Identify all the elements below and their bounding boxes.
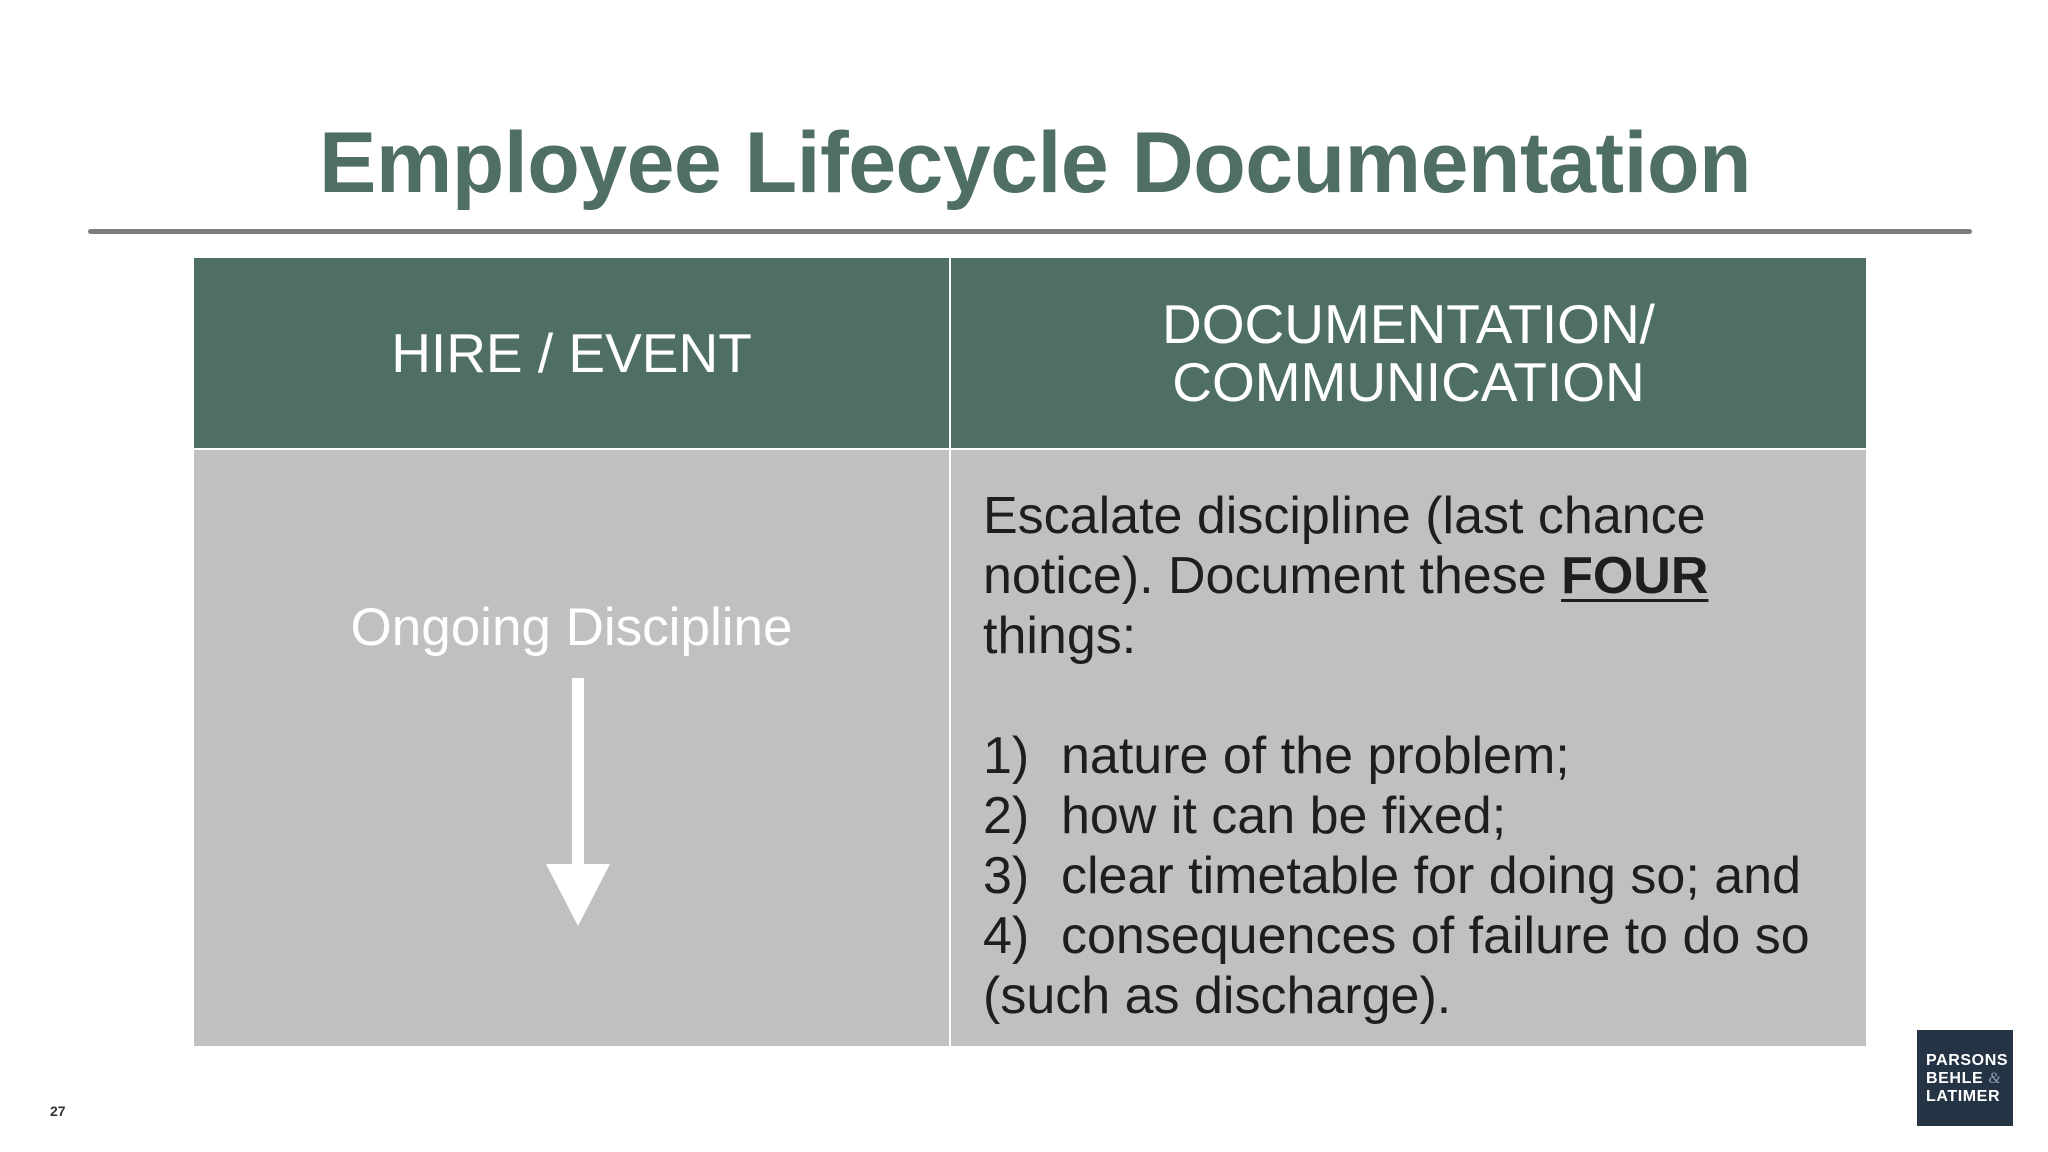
event-cell xyxy=(194,449,950,1046)
table-header-row xyxy=(194,258,1866,449)
list-item xyxy=(983,906,1866,966)
title-divider xyxy=(88,229,1972,234)
header-documentation xyxy=(950,258,1866,449)
list-item-text: nature of the problem; xyxy=(1061,727,1570,785)
list-item-number: 2) xyxy=(983,787,1030,845)
logo-ampersand: & xyxy=(1988,1070,2002,1087)
documentation-list xyxy=(983,726,1866,966)
logo-line-2-word: BEHLE xyxy=(1926,1070,1984,1087)
list-item-text: consequences of failure to do so xyxy=(1061,907,1810,965)
documentation-intro xyxy=(983,486,1866,666)
slide-title: Employee Lifecycle Documentation xyxy=(318,115,1752,211)
firm-logo xyxy=(1917,1030,2013,1126)
list-item-text: how it can be fixed; xyxy=(1061,787,1507,845)
header-event-label: HIRE / EVENT xyxy=(391,322,752,384)
lifecycle-table xyxy=(194,258,1866,1046)
header-event xyxy=(194,258,950,449)
header-documentation-line1: DOCUMENTATION/ xyxy=(1162,293,1655,355)
documentation-tail: (such as discharge). xyxy=(983,967,1452,1025)
header-documentation-line2: COMMUNICATION xyxy=(1172,351,1645,413)
intro-text-after: things: xyxy=(983,607,1137,665)
documentation-cell xyxy=(950,449,1866,1046)
logo-line-3: LATIMER xyxy=(1926,1088,2001,1105)
page-number: 27 xyxy=(50,1103,66,1119)
event-label: Ongoing Discipline xyxy=(350,598,793,657)
intro-text-before: Escalate discipline (last chance notice). Document these xyxy=(983,487,1706,605)
list-item xyxy=(983,726,1866,786)
list-item xyxy=(983,786,1866,846)
logo-line-2 xyxy=(1926,1070,2013,1088)
intro-emphasis: FOUR xyxy=(1561,547,1709,605)
list-item-number: 1) xyxy=(983,727,1030,785)
down-arrow-icon xyxy=(542,678,614,926)
list-item-number: 4) xyxy=(983,907,1030,965)
list-item-text: clear timetable for doing so; and xyxy=(1061,847,1801,905)
list-item-number: 3) xyxy=(983,847,1030,905)
logo-line-1: PARSONS xyxy=(1926,1052,2009,1069)
table-row xyxy=(194,449,1866,1046)
list-item xyxy=(983,846,1866,906)
